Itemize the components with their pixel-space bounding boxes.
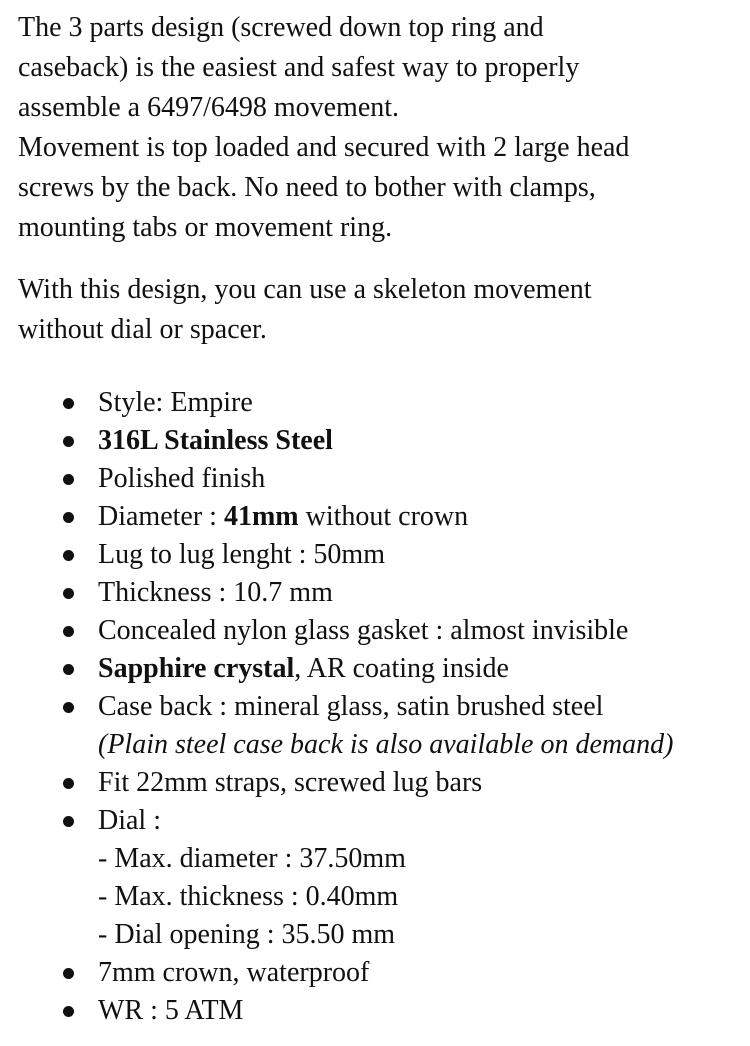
text-line: caseback) is the easiest and safest way to properly	[18, 52, 580, 83]
spec-item-dial	[18, 802, 732, 954]
dial-detail: - Max. thickness : 0.40mm	[98, 881, 399, 912]
bullet-icon	[63, 436, 74, 447]
spec-text: 316L Stainless Steel	[98, 425, 333, 456]
spec-item-fit	[18, 764, 732, 802]
bullet-icon	[63, 778, 74, 789]
text-line: Movement is top loaded and secured with 2 large head	[18, 132, 630, 163]
spec-text: Thickness : 10.7 mm	[98, 577, 333, 608]
paragraph-spacer	[18, 248, 732, 270]
spec-text: Fit 22mm straps, screwed lug bars	[98, 767, 483, 798]
bullet-icon	[63, 702, 74, 713]
text-line: assemble a 6497/6498 movement.	[18, 92, 400, 123]
spec-label: Diameter :	[98, 501, 224, 532]
text-line: The 3 parts design (screwed down top ring and	[18, 12, 544, 43]
bullet-icon	[63, 626, 74, 637]
spec-text: Dial :	[98, 805, 161, 836]
spec-item-sapphire	[18, 650, 732, 688]
spec-item-lug	[18, 536, 732, 574]
spec-item-crown	[18, 954, 732, 992]
bullet-icon	[63, 1006, 74, 1017]
spec-suffix: without crown	[298, 501, 469, 532]
spec-item-wr	[18, 992, 732, 1030]
bullet-icon	[63, 664, 74, 675]
spec-text: 7mm crown, waterproof	[98, 957, 370, 988]
spec-text: Style: Empire	[98, 387, 253, 418]
dial-detail: - Dial opening : 35.50 mm	[98, 919, 396, 950]
spec-item-finish	[18, 460, 732, 498]
spec-item-steel	[18, 422, 732, 460]
spec-value: Sapphire crystal	[98, 653, 295, 684]
spec-item-gasket	[18, 612, 732, 650]
bullet-icon	[63, 398, 74, 409]
spec-item-diameter	[18, 498, 732, 536]
spec-suffix: , AR coating inside	[294, 653, 509, 684]
bullet-icon	[63, 816, 74, 827]
text-line: without dial or spacer.	[18, 314, 267, 345]
text-line: With this design, you can use a skeleton movement	[18, 274, 592, 305]
bullet-icon	[63, 474, 74, 485]
text-line: screws by the back. No need to bother with clamps,	[18, 172, 596, 203]
bullet-icon	[63, 550, 74, 561]
spec-text: Case back : mineral glass, satin brushed steel	[98, 691, 604, 722]
spec-text: WR : 5 ATM	[98, 995, 244, 1026]
spec-list	[18, 384, 732, 1030]
spec-value: 41mm	[223, 501, 299, 532]
spec-text: Concealed nylon glass gasket : almost invisible	[98, 615, 629, 646]
spec-item-thickness	[18, 574, 732, 612]
text-line: mounting tabs or movement ring.	[18, 212, 393, 243]
spec-text: Lug to lug lenght : 50mm	[98, 539, 385, 570]
bullet-icon	[63, 512, 74, 523]
spec-item-caseback	[18, 688, 732, 764]
spec-note: (Plain steel case back is also available on demand)	[98, 729, 674, 760]
bullet-icon	[63, 968, 74, 979]
dial-detail: - Max. diameter : 37.50mm	[98, 843, 406, 874]
intro-paragraph-2	[18, 270, 732, 350]
intro-paragraph-1	[18, 8, 732, 248]
bullet-icon	[63, 588, 74, 599]
spec-item-style	[18, 384, 732, 422]
spec-text: Polished finish	[98, 463, 266, 494]
